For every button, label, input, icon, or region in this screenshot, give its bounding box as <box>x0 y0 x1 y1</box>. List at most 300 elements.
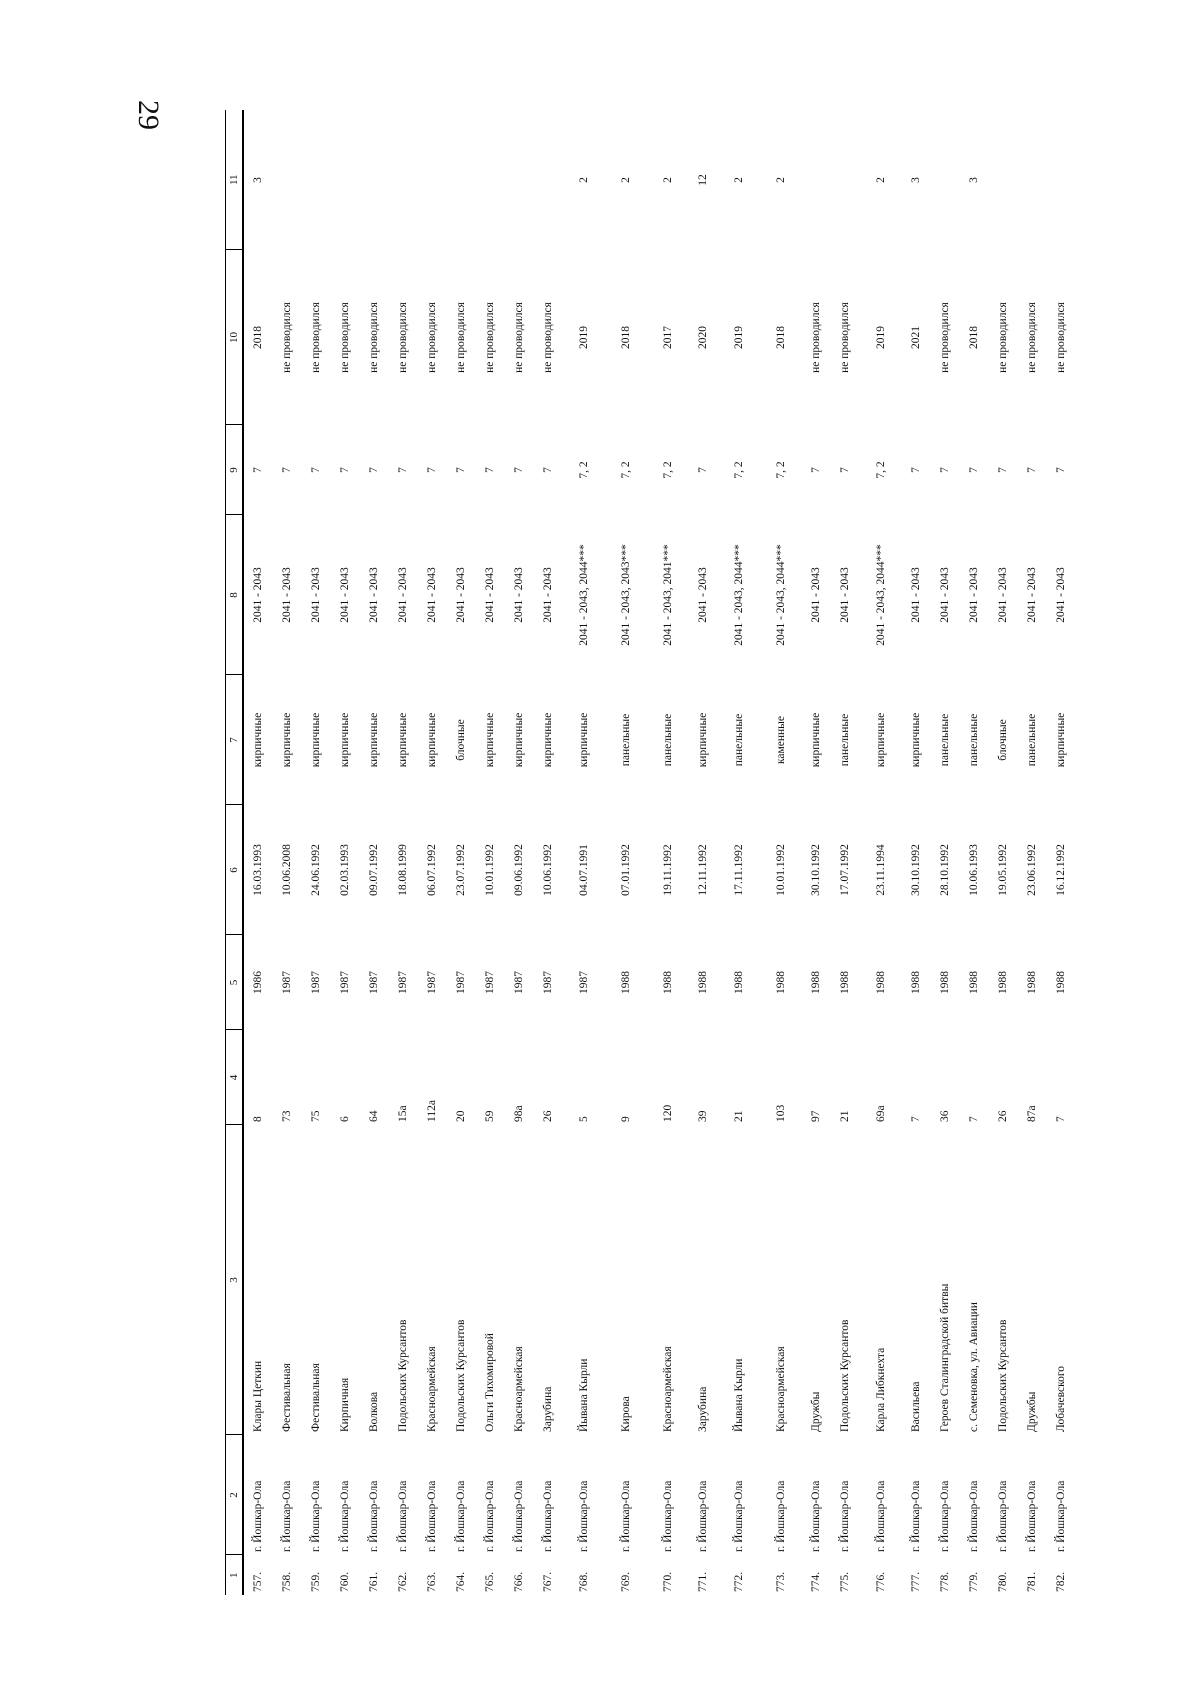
column-header: 6 <box>226 805 244 935</box>
city-cell: г. Йошкар-Ола <box>252 1480 264 1552</box>
house-number-cell: 9 <box>619 1116 632 1122</box>
house-number-cell: 7 <box>910 1116 922 1122</box>
house-number-cell: 59 <box>484 1110 496 1122</box>
city-cell: г. Йошкар-Ола <box>661 1480 674 1552</box>
date-cell: 23.06.1992 <box>1026 844 1038 896</box>
wall-material-cell: кирпичные <box>810 712 822 768</box>
row-number-cell: 762. <box>397 1571 409 1592</box>
repair-period-cell: 2041 - 2043 <box>426 567 438 623</box>
street-cell: Йывана Кырли <box>577 1358 590 1432</box>
survey-year-cell: 2020 <box>697 326 709 349</box>
work-type-cell: 7, 2 <box>874 461 887 479</box>
table-row <box>389 110 418 1595</box>
table-row <box>1018 110 1047 1595</box>
city-cell: г. Йошкар-Ола <box>619 1480 632 1552</box>
date-cell: 10.06.1992 <box>542 844 554 896</box>
column-header: 11 <box>226 110 244 250</box>
street-cell: Дружбы <box>1026 1391 1038 1432</box>
house-number-cell: 21 <box>839 1110 851 1122</box>
city-cell: г. Йошкар-Ола <box>939 1480 951 1552</box>
date-cell: 16.03.1993 <box>252 844 264 896</box>
work-type-cell: 7 <box>1026 467 1038 473</box>
wall-material-cell: кирпичные <box>874 712 887 768</box>
street-cell: Красноармейская <box>513 1346 525 1432</box>
street-cell: Лобачевского <box>1055 1365 1067 1432</box>
build-year-cell: 1987 <box>310 971 322 994</box>
repair-period-cell: 2041 - 2043, 2043*** <box>619 544 632 646</box>
city-cell: г. Йошкар-Ола <box>732 1480 745 1552</box>
work-type-cell: 7, 2 <box>577 461 590 479</box>
row-number-cell: 768. <box>577 1571 590 1592</box>
city-cell: г. Йошкар-Ола <box>310 1480 322 1552</box>
repair-period-cell: 2041 - 2043 <box>910 567 922 623</box>
count-cell: 3 <box>252 177 264 183</box>
date-cell: 10.01.1992 <box>774 844 787 896</box>
survey-year-cell: не проводился <box>1055 302 1067 373</box>
city-cell: г. Йошкар-Ола <box>997 1480 1009 1552</box>
house-number-cell: 15а <box>397 1105 409 1122</box>
repair-period-cell: 2041 - 2043 <box>397 567 409 623</box>
repair-period-cell: 2041 - 2043 <box>697 567 709 623</box>
work-type-cell: 7 <box>968 467 980 473</box>
wall-material-cell: кирпичные <box>697 712 709 768</box>
work-type-cell: 7 <box>426 467 438 473</box>
house-number-cell: 20 <box>455 1110 467 1122</box>
table-row <box>647 110 689 1595</box>
count-cell: 2 <box>774 177 787 183</box>
date-cell: 09.07.1992 <box>368 844 380 896</box>
street-cell: Подольских Курсантов <box>455 1319 467 1432</box>
wall-material-cell: кирпичные <box>368 712 380 768</box>
city-cell: г. Йошкар-Ола <box>542 1480 554 1552</box>
city-cell: г. Йошкар-Ола <box>281 1480 293 1552</box>
wall-material-cell: панельные <box>732 713 745 767</box>
street-cell: Волкова <box>368 1391 380 1432</box>
row-number-cell: 771. <box>697 1571 709 1592</box>
table-row <box>960 110 989 1595</box>
build-year-cell: 1988 <box>661 971 674 994</box>
work-type-cell: 7, 2 <box>774 461 787 479</box>
house-number-cell: 6 <box>339 1116 351 1122</box>
survey-year-cell: не проводился <box>1026 302 1038 373</box>
city-cell: г. Йошкар-Ола <box>397 1480 409 1552</box>
city-cell: г. Йошкар-Ола <box>339 1480 351 1552</box>
street-cell: Ольги Тихомировой <box>484 1333 496 1432</box>
row-number-cell: 767. <box>542 1571 554 1592</box>
wall-material-cell: панельные <box>839 713 851 767</box>
table-row <box>605 110 647 1595</box>
column-header: 3 <box>226 1125 244 1435</box>
build-year-cell: 1988 <box>839 971 851 994</box>
house-number-cell: 39 <box>697 1110 709 1122</box>
city-cell: г. Йошкар-Ола <box>1055 1480 1067 1552</box>
row-number-cell: 770. <box>661 1571 674 1592</box>
build-year-cell: 1988 <box>1026 971 1038 994</box>
count-cell: 2 <box>619 177 632 183</box>
work-type-cell: 7 <box>542 467 554 473</box>
survey-year-cell: не проводился <box>939 302 951 373</box>
street-cell: с. Семеновка, ул. Авиации <box>968 1302 980 1432</box>
repair-period-cell: 2041 - 2043 <box>939 567 951 623</box>
date-cell: 28.10.1992 <box>939 844 951 896</box>
row-number-cell: 782. <box>1055 1571 1067 1592</box>
wall-material-cell: блочные <box>455 719 467 761</box>
row-number-cell: 778. <box>939 1571 951 1592</box>
street-cell: Кирова <box>619 1396 632 1432</box>
house-number-cell: 8 <box>252 1116 264 1122</box>
repair-period-cell: 2041 - 2043 <box>484 567 496 623</box>
count-cell <box>1047 110 1076 250</box>
survey-year-cell: не проводился <box>484 302 496 373</box>
table-row <box>931 110 960 1595</box>
work-type-cell: 7 <box>939 467 951 473</box>
repair-period-cell: 2041 - 2043 <box>997 567 1009 623</box>
work-type-cell: 7 <box>997 467 1009 473</box>
work-type-cell: 7 <box>397 467 409 473</box>
row-number-cell: 760. <box>339 1571 351 1592</box>
date-cell: 30.10.1992 <box>810 844 822 896</box>
column-header: 1 <box>226 1555 244 1595</box>
work-type-cell: 7 <box>839 467 851 473</box>
wall-material-cell: панельные <box>968 713 980 767</box>
survey-year-cell: 2018 <box>252 326 264 349</box>
repair-period-cell: 2041 - 2043 <box>310 567 322 623</box>
table-row <box>447 110 476 1595</box>
build-year-cell: 1987 <box>455 971 467 994</box>
build-year-cell: 1988 <box>1055 971 1067 994</box>
date-cell: 16.12.1992 <box>1055 844 1067 896</box>
date-cell: 23.07.1992 <box>455 844 467 896</box>
row-number-cell: 780. <box>997 1571 1009 1592</box>
survey-year-cell: не проводился <box>810 302 822 373</box>
city-cell: г. Йошкар-Ола <box>455 1480 467 1552</box>
house-number-cell: 36 <box>939 1110 951 1122</box>
count-cell: 2 <box>661 177 674 183</box>
street-cell: Подольских Курсантов <box>997 1319 1009 1432</box>
build-year-cell: 1988 <box>910 971 922 994</box>
survey-year-cell: не проводился <box>997 302 1009 373</box>
survey-year-cell: не проводился <box>368 302 380 373</box>
count-cell <box>989 110 1018 250</box>
table-row <box>302 110 331 1595</box>
table-row <box>760 110 802 1595</box>
work-type-cell: 7 <box>484 467 496 473</box>
house-number-cell: 75 <box>310 1110 322 1122</box>
row-number-cell: 774. <box>810 1571 822 1592</box>
survey-year-cell: 2018 <box>774 326 787 349</box>
table-row <box>418 110 447 1595</box>
work-type-cell: 7, 2 <box>661 461 674 479</box>
rotated-table-container <box>225 110 1095 1595</box>
street-cell: Йывана Кырли <box>732 1358 745 1432</box>
work-type-cell: 7 <box>339 467 351 473</box>
build-year-cell: 1986 <box>252 971 264 994</box>
house-number-cell: 26 <box>542 1110 554 1122</box>
count-cell <box>831 110 860 250</box>
city-cell: г. Йошкар-Ола <box>368 1480 380 1552</box>
row-number-cell: 757. <box>252 1571 264 1592</box>
count-cell <box>505 110 534 250</box>
survey-year-cell: не проводился <box>455 302 467 373</box>
work-type-cell: 7 <box>368 467 380 473</box>
wall-material-cell: кирпичные <box>281 712 293 768</box>
table-row <box>476 110 505 1595</box>
survey-year-cell: 2017 <box>661 326 674 349</box>
table-body <box>243 110 1076 1595</box>
street-cell: Кирпичная <box>339 1377 351 1432</box>
table-row <box>563 110 605 1595</box>
repair-period-cell: 2041 - 2043 <box>810 567 822 623</box>
wall-material-cell: кирпичные <box>252 712 264 768</box>
column-header: 8 <box>226 515 244 675</box>
city-cell: г. Йошкар-Ола <box>484 1480 496 1552</box>
build-year-cell: 1988 <box>810 971 822 994</box>
date-cell: 02.03.1993 <box>339 844 351 896</box>
date-cell: 09.06.1992 <box>513 844 525 896</box>
date-cell: 19.05.1992 <box>997 844 1009 896</box>
city-cell: г. Йошкар-Ола <box>426 1480 438 1552</box>
date-cell: 24.06.1992 <box>310 844 322 896</box>
date-cell: 10.01.1992 <box>484 844 496 896</box>
column-header: 10 <box>226 250 244 425</box>
build-year-cell: 1987 <box>397 971 409 994</box>
street-cell: Героев Сталинградской битвы <box>939 1283 951 1432</box>
house-number-cell: 103 <box>774 1104 787 1122</box>
work-type-cell: 7 <box>1055 467 1067 473</box>
house-number-cell: 73 <box>281 1110 293 1122</box>
row-number-cell: 765. <box>484 1571 496 1592</box>
table-row <box>505 110 534 1595</box>
wall-material-cell: кирпичные <box>426 712 438 768</box>
build-year-cell: 1987 <box>513 971 525 994</box>
house-number-cell: 7 <box>1055 1116 1067 1122</box>
row-number-cell: 766. <box>513 1571 525 1592</box>
wall-material-cell: кирпичные <box>577 712 590 768</box>
house-number-cell: 26 <box>997 1110 1009 1122</box>
city-cell: г. Йошкар-Ола <box>874 1480 887 1552</box>
wall-material-cell: кирпичные <box>397 712 409 768</box>
work-type-cell: 7 <box>455 467 467 473</box>
count-cell <box>273 110 302 250</box>
work-type-cell: 7 <box>697 467 709 473</box>
work-type-cell: 7 <box>310 467 322 473</box>
build-year-cell: 1988 <box>619 971 632 994</box>
count-cell <box>476 110 505 250</box>
wall-material-cell: панельные <box>619 713 632 767</box>
row-number-cell: 773. <box>774 1571 787 1592</box>
date-cell: 12.11.1992 <box>697 844 709 896</box>
repair-period-cell: 2041 - 2043 <box>968 567 980 623</box>
repair-period-cell: 2041 - 2043, 2044*** <box>732 544 745 646</box>
survey-year-cell: 2018 <box>968 326 980 349</box>
count-cell <box>360 110 389 250</box>
table-row <box>718 110 760 1595</box>
repair-period-cell: 2041 - 2043, 2041*** <box>661 544 674 646</box>
count-cell <box>534 110 563 250</box>
table-row <box>273 110 302 1595</box>
wall-material-cell: панельные <box>939 713 951 767</box>
wall-material-cell: кирпичные <box>513 712 525 768</box>
column-header: 4 <box>226 1030 244 1125</box>
survey-year-cell: 2018 <box>619 326 632 349</box>
table-row <box>1047 110 1076 1595</box>
work-type-cell: 7 <box>252 467 264 473</box>
count-cell <box>331 110 360 250</box>
work-type-cell: 7 <box>281 467 293 473</box>
date-cell: 30.10.1992 <box>910 844 922 896</box>
repair-period-cell: 2041 - 2043, 2044*** <box>774 544 787 646</box>
row-number-cell: 769. <box>619 1571 632 1592</box>
date-cell: 17.11.1992 <box>732 844 745 896</box>
wall-material-cell: каменные <box>774 715 787 765</box>
table-row <box>902 110 931 1595</box>
survey-year-cell: не проводился <box>542 302 554 373</box>
column-header: 2 <box>226 1435 244 1555</box>
street-cell: Клары Цеткин <box>252 1360 264 1432</box>
house-number-cell: 7 <box>968 1116 980 1122</box>
city-cell: г. Йошкар-Ола <box>774 1480 787 1552</box>
count-cell: 2 <box>577 177 590 183</box>
house-number-cell: 120 <box>661 1104 674 1122</box>
wall-material-cell: кирпичные <box>484 712 496 768</box>
work-type-cell: 7, 2 <box>732 461 745 479</box>
repair-period-cell: 2041 - 2043 <box>455 567 467 623</box>
row-number-cell: 764. <box>455 1571 467 1592</box>
build-year-cell: 1987 <box>281 971 293 994</box>
survey-year-cell: 2019 <box>874 326 887 349</box>
repair-period-cell: 2041 - 2043 <box>542 567 554 623</box>
table-row <box>331 110 360 1595</box>
count-cell: 3 <box>910 177 922 183</box>
count-cell <box>802 110 831 250</box>
column-header: 7 <box>226 675 244 805</box>
repair-period-cell: 2041 - 2043 <box>368 567 380 623</box>
house-number-cell: 97 <box>810 1110 822 1122</box>
row-number-cell: 779. <box>968 1571 980 1592</box>
row-number-cell: 777. <box>910 1571 922 1592</box>
street-cell: Красноармейская <box>426 1346 438 1432</box>
wall-material-cell: кирпичные <box>310 712 322 768</box>
city-cell: г. Йошкар-Ола <box>839 1480 851 1552</box>
work-type-cell: 7 <box>910 467 922 473</box>
street-cell: Подольских Курсантов <box>839 1319 851 1432</box>
work-type-cell: 7 <box>810 467 822 473</box>
build-year-cell: 1987 <box>368 971 380 994</box>
build-year-cell: 1988 <box>774 971 787 994</box>
survey-year-cell: не проводился <box>426 302 438 373</box>
house-number-cell: 64 <box>368 1110 380 1122</box>
repair-period-cell: 2041 - 2043, 2044*** <box>577 544 590 646</box>
survey-year-cell: 2021 <box>910 326 922 349</box>
count-cell <box>389 110 418 250</box>
house-number-cell: 69а <box>874 1105 887 1122</box>
city-cell: г. Йошкар-Ола <box>810 1480 822 1552</box>
survey-year-cell: не проводился <box>339 302 351 373</box>
repair-period-cell: 2041 - 2043 <box>839 567 851 623</box>
date-cell: 04.07.1991 <box>577 844 590 896</box>
repair-period-cell: 2041 - 2043 <box>1055 567 1067 623</box>
column-header: 9 <box>226 425 244 515</box>
count-cell: 12 <box>697 174 709 186</box>
house-number-cell: 112а <box>426 1100 438 1122</box>
repair-period-cell: 2041 - 2043 <box>339 567 351 623</box>
survey-year-cell: не проводился <box>513 302 525 373</box>
row-number-cell: 775. <box>839 1571 851 1592</box>
date-cell: 19.11.1992 <box>661 844 674 896</box>
survey-year-cell: не проводился <box>397 302 409 373</box>
city-cell: г. Йошкар-Ола <box>513 1480 525 1552</box>
date-cell: 06.07.1992 <box>426 844 438 896</box>
count-cell <box>418 110 447 250</box>
wall-material-cell: панельные <box>661 713 674 767</box>
count-cell <box>1018 110 1047 250</box>
build-year-cell: 1987 <box>542 971 554 994</box>
build-year-cell: 1987 <box>577 971 590 994</box>
street-cell: Красноармейская <box>774 1346 787 1432</box>
table-row <box>860 110 902 1595</box>
city-cell: г. Йошкар-Ола <box>697 1480 709 1552</box>
build-year-cell: 1988 <box>968 971 980 994</box>
wall-material-cell: блочные <box>997 719 1009 761</box>
street-cell: Дружбы <box>810 1391 822 1432</box>
city-cell: г. Йошкар-Ола <box>910 1480 922 1552</box>
repair-period-cell: 2041 - 2043 <box>1026 567 1038 623</box>
house-number-cell: 98а <box>513 1105 525 1122</box>
table-row <box>689 110 718 1595</box>
count-cell: 3 <box>968 177 980 183</box>
build-year-cell: 1987 <box>426 971 438 994</box>
table-row <box>802 110 831 1595</box>
table-row <box>243 110 273 1595</box>
table-row <box>831 110 860 1595</box>
date-cell: 10.06.1993 <box>968 844 980 896</box>
house-number-cell: 87а <box>1026 1105 1038 1122</box>
city-cell: г. Йошкар-Ола <box>577 1480 590 1552</box>
work-type-cell: 7, 2 <box>619 461 632 479</box>
build-year-cell: 1988 <box>732 971 745 994</box>
survey-year-cell: 2019 <box>577 326 590 349</box>
row-number-cell: 776. <box>874 1571 887 1592</box>
date-cell: 18.08.1999 <box>397 844 409 896</box>
build-year-cell: 1988 <box>697 971 709 994</box>
work-type-cell: 7 <box>513 467 525 473</box>
row-number-cell: 781. <box>1026 1571 1038 1592</box>
housing-table <box>225 110 1076 1595</box>
street-cell: Фестивальная <box>310 1363 322 1432</box>
date-cell: 07.01.1992 <box>619 844 632 896</box>
street-cell: Карла Либкнехта <box>874 1347 887 1432</box>
column-header: 5 <box>226 935 244 1030</box>
count-cell <box>302 110 331 250</box>
house-number-cell: 21 <box>732 1110 745 1122</box>
row-number-cell: 759. <box>310 1571 322 1592</box>
repair-period-cell: 2041 - 2043 <box>513 567 525 623</box>
row-number-cell: 758. <box>281 1571 293 1592</box>
row-number-cell: 761. <box>368 1571 380 1592</box>
survey-year-cell: не проводился <box>839 302 851 373</box>
city-cell: г. Йошкар-Ола <box>1026 1480 1038 1552</box>
table-row <box>989 110 1018 1595</box>
repair-period-cell: 2041 - 2043, 2044*** <box>874 544 887 646</box>
survey-year-cell: не проводился <box>281 302 293 373</box>
table-row <box>534 110 563 1595</box>
page-number: 29 <box>132 100 165 130</box>
build-year-cell: 1988 <box>874 971 887 994</box>
repair-period-cell: 2041 - 2043 <box>252 567 264 623</box>
repair-period-cell: 2041 - 2043 <box>281 567 293 623</box>
city-cell: г. Йошкар-Ола <box>968 1480 980 1552</box>
wall-material-cell: панельные <box>1026 713 1038 767</box>
